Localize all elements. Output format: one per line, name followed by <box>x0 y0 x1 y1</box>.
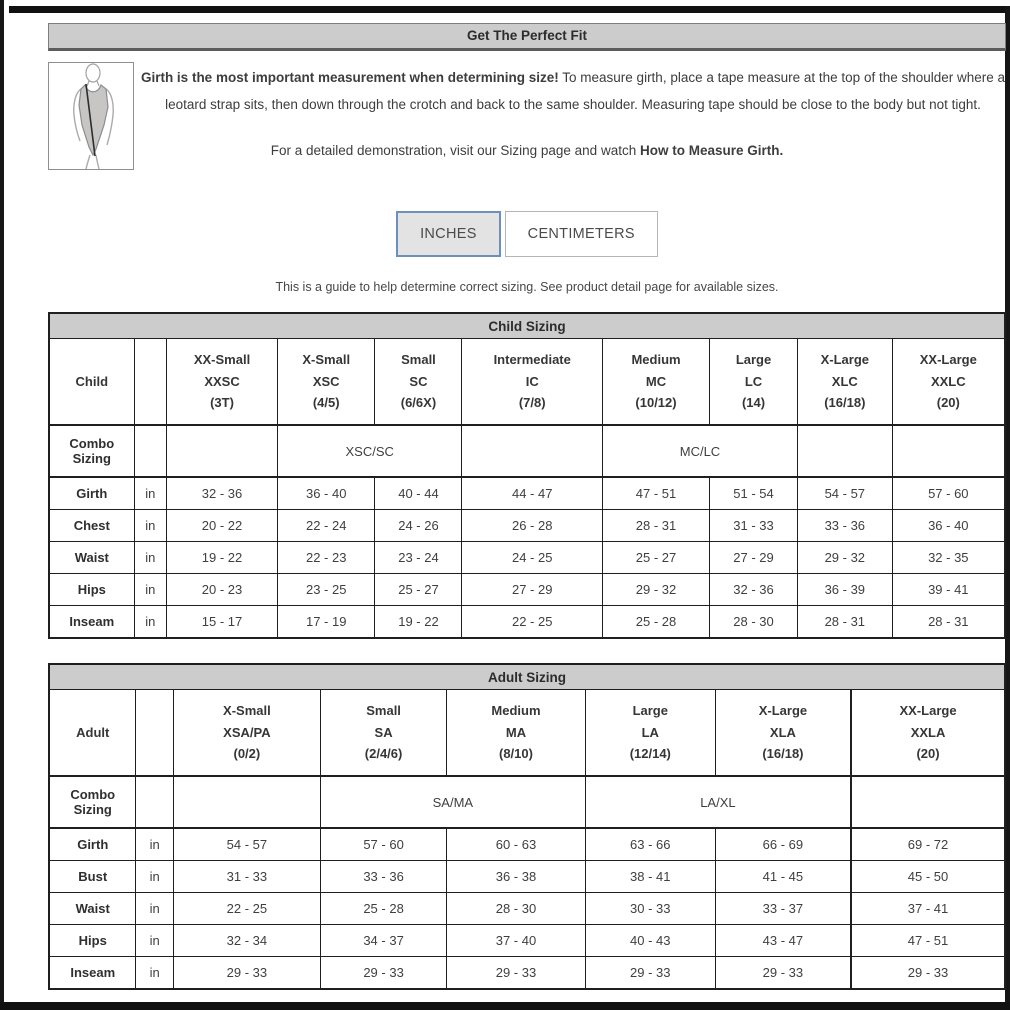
size-value-cell: 63 - 66 <box>585 828 715 861</box>
measurement-label: Inseam <box>49 957 136 990</box>
size-value-cell: 29 - 33 <box>447 957 586 990</box>
size-value-cell: 28 - 31 <box>602 510 709 542</box>
measurement-label: Waist <box>49 542 134 574</box>
combo-size-cell: LA/XL <box>585 776 851 828</box>
size-value-cell: 27 - 29 <box>710 542 798 574</box>
size-value-cell: 31 - 33 <box>710 510 798 542</box>
measurement-row <box>49 574 1005 606</box>
unit-cell: in <box>136 925 173 957</box>
measurement-row <box>49 893 1005 925</box>
unit-cell: in <box>134 477 167 510</box>
size-value-cell: 37 - 40 <box>447 925 586 957</box>
page-border-left <box>0 0 4 1010</box>
size-value-cell: 45 - 50 <box>851 861 1005 893</box>
size-value-cell: 31 - 33 <box>173 861 320 893</box>
size-value-cell: 28 - 31 <box>892 606 1005 639</box>
measurement-row <box>49 828 1005 861</box>
unit-cell: in <box>136 861 173 893</box>
size-value-cell: 37 - 41 <box>851 893 1005 925</box>
size-value-cell: 57 - 60 <box>892 477 1005 510</box>
measurement-row <box>49 606 1005 639</box>
unit-cell: in <box>136 893 173 925</box>
table-group-label: Adult <box>49 690 136 777</box>
size-value-cell: 66 - 69 <box>715 828 851 861</box>
combo-size-cell: MC/LC <box>602 425 797 477</box>
size-value-cell: 36 - 38 <box>447 861 586 893</box>
page-border-top <box>9 6 1010 13</box>
size-value-cell: 29 - 33 <box>173 957 320 990</box>
centimeters-button[interactable]: CENTIMETERS <box>505 211 658 257</box>
section-title: Adult Sizing <box>49 664 1005 690</box>
measurement-label: Waist <box>49 893 136 925</box>
size-value-cell: 19 - 22 <box>167 542 278 574</box>
size-value-cell: 25 - 27 <box>375 574 462 606</box>
size-value-cell: 24 - 25 <box>462 542 603 574</box>
size-value-cell: 30 - 33 <box>585 893 715 925</box>
unit-cell: in <box>136 957 173 990</box>
demo-instruction-text: For a detailed demonstration, visit our Sizing page and watch <box>270 143 640 158</box>
size-column-header: Large LA (12/14) <box>585 690 715 777</box>
girth-instructions-bold: Girth is the most important measurement when determining size! <box>140 70 559 85</box>
size-value-cell: 19 - 22 <box>375 606 462 639</box>
girth-instructions-rest: To measure girth, place a tape measure at the top of the shoulder where a leotard strap sits, then down through the crotch and back to the same shoulder. Measuring tape should be close to the body but not tight. <box>165 70 1006 112</box>
size-value-cell: 28 - 31 <box>797 606 892 639</box>
page-border-bottom <box>0 1002 1010 1010</box>
adult-sizing-table-table <box>48 663 1006 990</box>
measurement-label: Girth <box>49 828 136 861</box>
size-value-cell: 54 - 57 <box>173 828 320 861</box>
content-area <box>48 23 1006 990</box>
size-column-header: X-Large XLC (16/18) <box>797 339 892 426</box>
size-value-cell: 27 - 29 <box>462 574 603 606</box>
size-value-cell: 33 - 37 <box>715 893 851 925</box>
unit-cell <box>134 425 167 477</box>
unit-header-cell <box>136 690 173 777</box>
size-column-header: Small SA (2/4/6) <box>320 690 446 777</box>
size-value-cell: 32 - 35 <box>892 542 1005 574</box>
size-value-cell: 47 - 51 <box>602 477 709 510</box>
measurement-label: Chest <box>49 510 134 542</box>
size-value-cell: 15 - 17 <box>167 606 278 639</box>
unit-cell: in <box>134 542 167 574</box>
size-value-cell: 69 - 72 <box>851 828 1005 861</box>
size-value-cell: 29 - 32 <box>797 542 892 574</box>
size-value-cell: 29 - 33 <box>585 957 715 990</box>
size-value-cell: 20 - 23 <box>167 574 278 606</box>
measurement-row <box>49 861 1005 893</box>
size-value-cell: 40 - 44 <box>375 477 462 510</box>
girth-instructions <box>140 62 1006 118</box>
combo-size-cell <box>462 425 603 477</box>
demo-instruction <box>48 143 1006 158</box>
size-value-cell: 43 - 47 <box>715 925 851 957</box>
size-value-cell: 22 - 25 <box>462 606 603 639</box>
size-column-header: X-Large XLA (16/18) <box>715 690 851 777</box>
size-value-cell: 32 - 36 <box>710 574 798 606</box>
size-value-cell: 23 - 24 <box>375 542 462 574</box>
size-value-cell: 17 - 19 <box>277 606 375 639</box>
size-value-cell: 29 - 33 <box>851 957 1005 990</box>
section-title: Child Sizing <box>49 313 1005 339</box>
size-value-cell: 22 - 24 <box>277 510 375 542</box>
size-value-cell: 26 - 28 <box>462 510 603 542</box>
page-title: Get The Perfect Fit <box>48 23 1006 51</box>
size-value-cell: 36 - 39 <box>797 574 892 606</box>
measurement-row <box>49 542 1005 574</box>
unit-toggle-group <box>48 211 1006 257</box>
girth-intro-section <box>48 62 1006 168</box>
size-value-cell: 60 - 63 <box>447 828 586 861</box>
size-value-cell: 29 - 33 <box>320 957 446 990</box>
size-value-cell: 20 - 22 <box>167 510 278 542</box>
size-value-cell: 44 - 47 <box>462 477 603 510</box>
size-value-cell: 36 - 40 <box>892 510 1005 542</box>
size-column-header: Small SC (6/6X) <box>375 339 462 426</box>
size-value-cell: 25 - 27 <box>602 542 709 574</box>
size-value-cell: 29 - 32 <box>602 574 709 606</box>
measurement-row <box>49 477 1005 510</box>
measurement-label: Girth <box>49 477 134 510</box>
size-value-cell: 57 - 60 <box>320 828 446 861</box>
size-value-cell: 41 - 45 <box>715 861 851 893</box>
unit-cell: in <box>134 510 167 542</box>
unit-cell: in <box>134 574 167 606</box>
table-group-label: Child <box>49 339 134 426</box>
size-value-cell: 28 - 30 <box>447 893 586 925</box>
demo-instruction-bold: How to Measure Girth. <box>639 143 784 158</box>
unit-header-cell <box>134 339 167 426</box>
size-value-cell: 34 - 37 <box>320 925 446 957</box>
measurement-row <box>49 957 1005 990</box>
size-value-cell: 51 - 54 <box>710 477 798 510</box>
combo-sizing-label: Combo Sizing <box>49 425 134 477</box>
size-column-header: XX-Large XXLC (20) <box>892 339 1005 426</box>
size-column-header: X-Small XSC (4/5) <box>277 339 375 426</box>
child-sizing-table-table <box>48 312 1006 639</box>
size-value-cell: 22 - 25 <box>173 893 320 925</box>
size-value-cell: 28 - 30 <box>710 606 798 639</box>
measurement-row <box>49 510 1005 542</box>
size-value-cell: 39 - 41 <box>892 574 1005 606</box>
size-column-header: XX-Small XXSC (3T) <box>167 339 278 426</box>
unit-cell <box>136 776 173 828</box>
combo-size-cell <box>173 776 320 828</box>
combo-size-cell: SA/MA <box>320 776 585 828</box>
measurement-label: Inseam <box>49 606 134 639</box>
inches-button[interactable]: INCHES <box>396 211 501 257</box>
size-value-cell: 47 - 51 <box>851 925 1005 957</box>
combo-size-cell <box>892 425 1005 477</box>
leotard-measurement-diagram <box>48 62 134 170</box>
size-value-cell: 24 - 26 <box>375 510 462 542</box>
size-column-header: Large LC (14) <box>710 339 798 426</box>
size-value-cell: 38 - 41 <box>585 861 715 893</box>
measurement-row <box>49 925 1005 957</box>
size-value-cell: 54 - 57 <box>797 477 892 510</box>
measurement-label: Hips <box>49 925 136 957</box>
size-column-header: Medium MC (10/12) <box>602 339 709 426</box>
adult-sizing-table <box>48 663 1006 990</box>
size-value-cell: 33 - 36 <box>320 861 446 893</box>
size-value-cell: 25 - 28 <box>602 606 709 639</box>
size-value-cell: 32 - 34 <box>173 925 320 957</box>
size-value-cell: 29 - 33 <box>715 957 851 990</box>
combo-size-cell <box>797 425 892 477</box>
size-value-cell: 22 - 23 <box>277 542 375 574</box>
combo-size-cell: XSC/SC <box>277 425 461 477</box>
unit-cell: in <box>136 828 173 861</box>
sizing-disclaimer: This is a guide to help determine correct sizing. See product detail page for available sizes. <box>275 280 779 294</box>
size-column-header: Intermediate IC (7/8) <box>462 339 603 426</box>
combo-size-cell <box>851 776 1005 828</box>
measurement-label: Bust <box>49 861 136 893</box>
size-value-cell: 23 - 25 <box>277 574 375 606</box>
unit-cell: in <box>134 606 167 639</box>
combo-sizing-label: Combo Sizing <box>49 776 136 828</box>
size-value-cell: 33 - 36 <box>797 510 892 542</box>
measurement-label: Hips <box>49 574 134 606</box>
size-value-cell: 32 - 36 <box>167 477 278 510</box>
size-value-cell: 36 - 40 <box>277 477 375 510</box>
size-value-cell: 25 - 28 <box>320 893 446 925</box>
size-column-header: XX-Large XXLA (20) <box>851 690 1005 777</box>
size-column-header: X-Small XSA/PA (0/2) <box>173 690 320 777</box>
size-column-header: Medium MA (8/10) <box>447 690 586 777</box>
combo-size-cell <box>167 425 278 477</box>
leotard-figure-icon <box>49 63 133 169</box>
size-value-cell: 40 - 43 <box>585 925 715 957</box>
child-sizing-table <box>48 312 1006 639</box>
